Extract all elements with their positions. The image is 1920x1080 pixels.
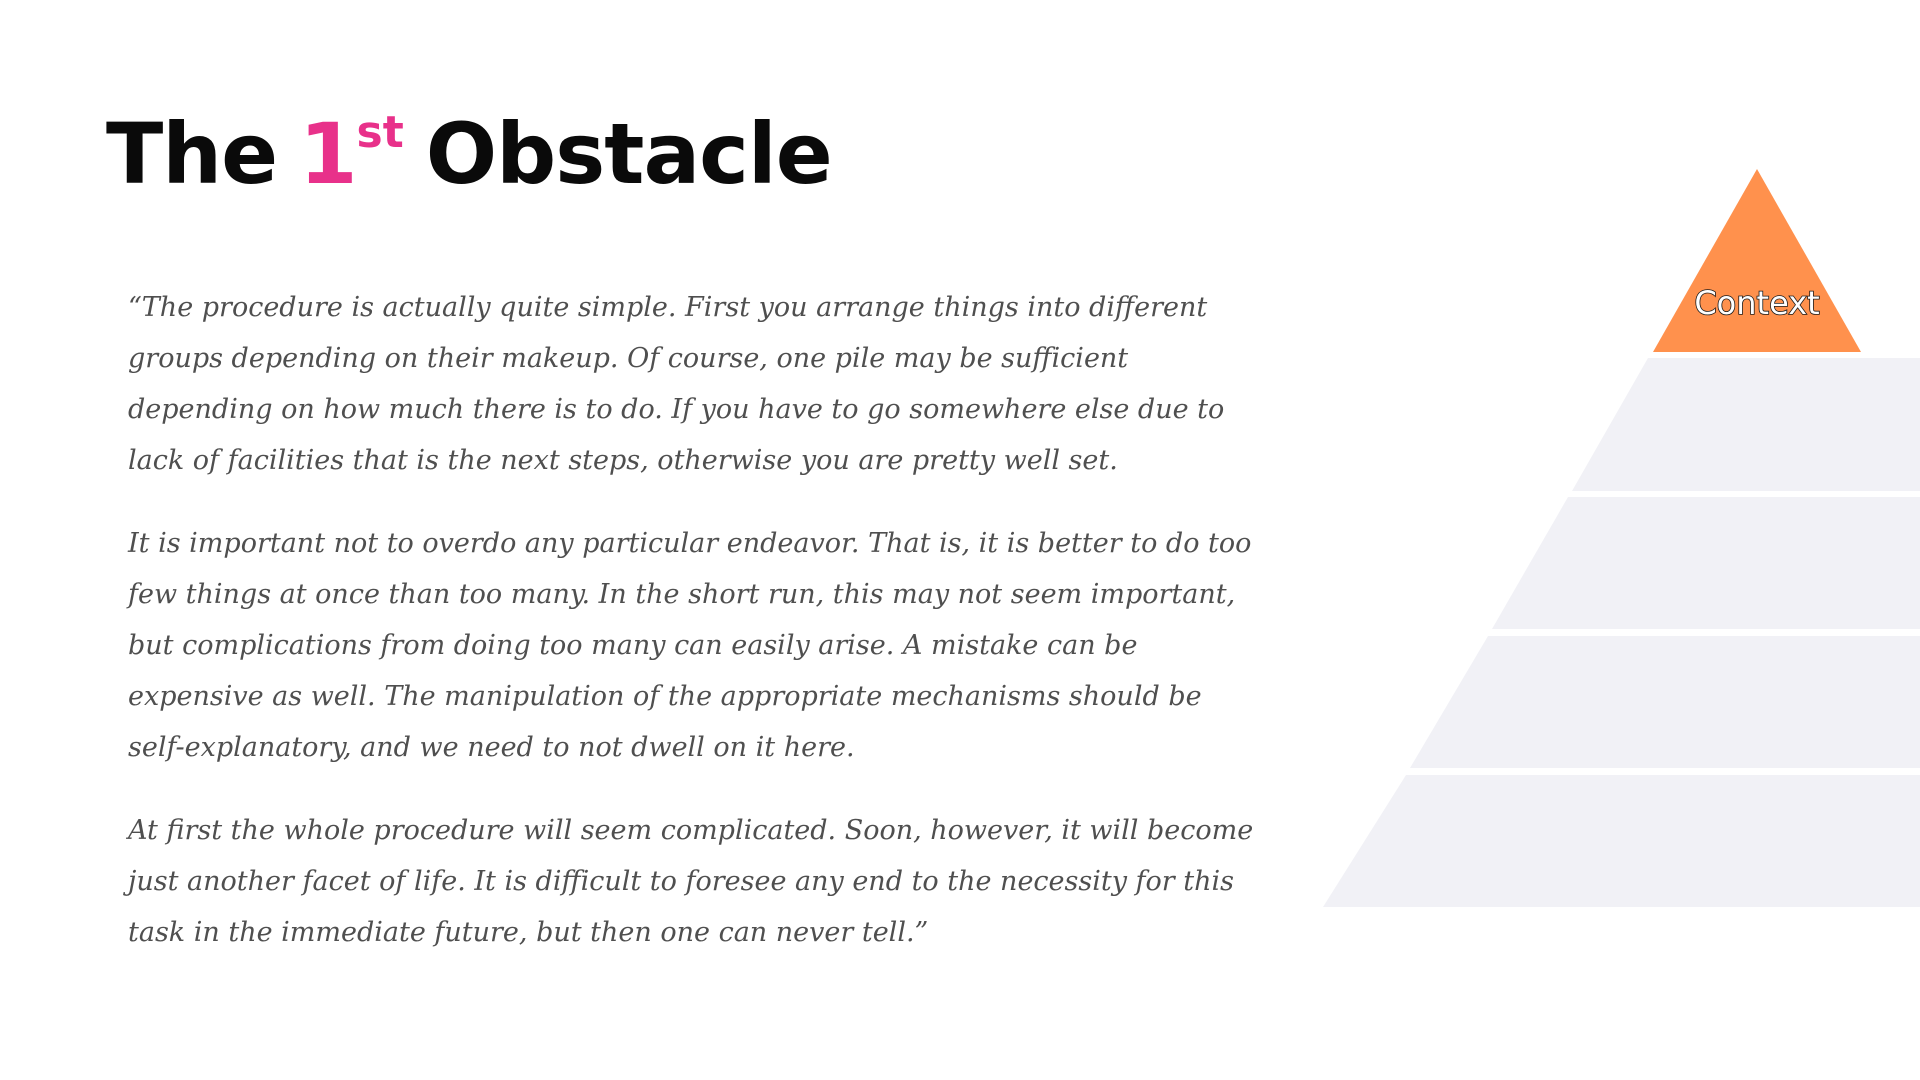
title-prefix: The [106, 105, 278, 203]
quote-paragraph-1: “The procedure is actually quite simple. First you arrange things into different groups depending on their makeup. Of course, one pile may be sufficient depending on how much there is to do. If you have to go somewhere else due to lack of facilities that is the next steps, otherwise you are pretty well set. [128, 292, 1225, 476]
pyramid-tier-4 [1410, 636, 1920, 768]
title-number: 1st [299, 105, 404, 203]
pyramid-tier-2 [1572, 358, 1920, 491]
quote-paragraph-2: It is important not to overdo any particular endeavor. That is, it is better to do too few things at once than too many. In the short run, this may not seem important, but complications from doing too many can easily arise. A mistake can be expensive as well. The manipulation of the appropriate mechanisms should be self-explanatory, and we need to not dwell on it here. [128, 528, 1252, 763]
pyramid-tier-5 [1323, 775, 1920, 907]
title-superscript: st [356, 107, 404, 158]
pyramid-top-label: Context [1694, 284, 1820, 322]
quote-paragraph-3: At first the whole procedure will seem complicated. Soon, however, it will become just another facet of life. It is difficult to foresee any end to the necessity for this task in the immediate future, but then one can never tell.” [128, 815, 1254, 948]
title-suffix: Obstacle [425, 105, 832, 203]
pyramid-tier-1 [1653, 169, 1861, 352]
pyramid-tier-3 [1492, 497, 1920, 629]
